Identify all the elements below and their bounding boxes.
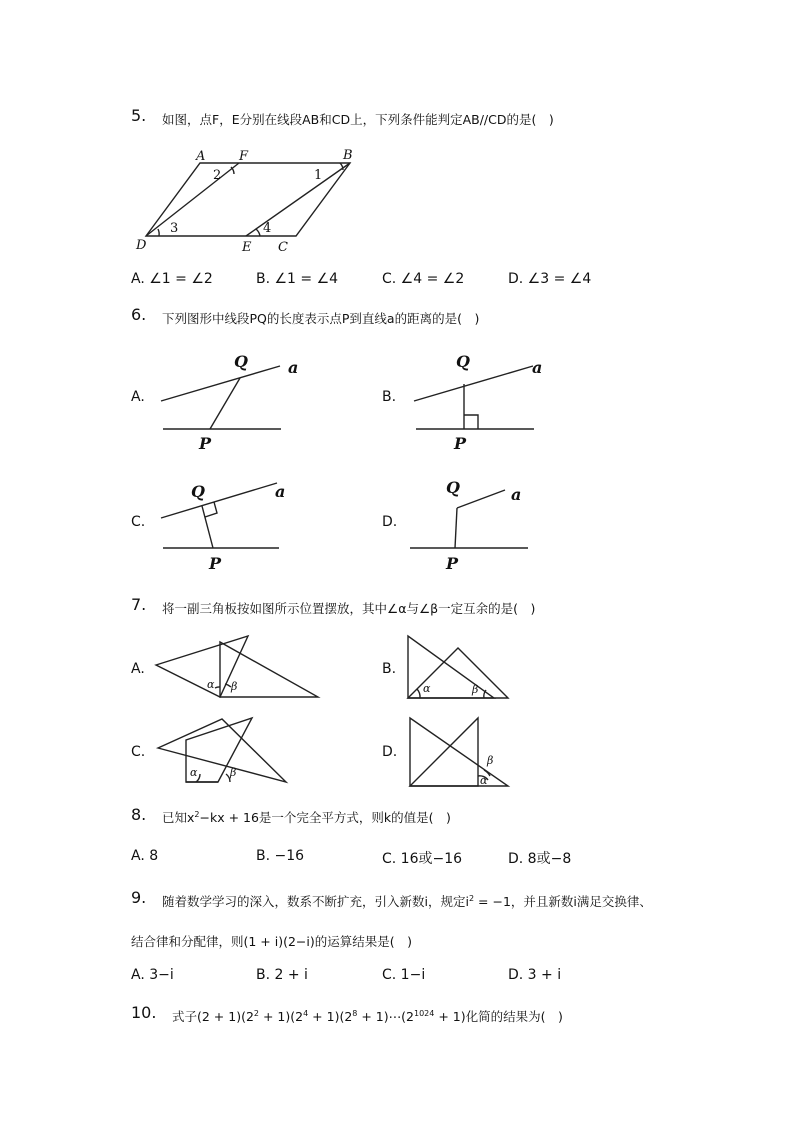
q6-option-b[interactable]: B. bbox=[382, 389, 397, 405]
q7d-alpha: α bbox=[480, 774, 488, 787]
q5-number: 5. bbox=[131, 106, 147, 125]
q6a-label-a: a bbox=[288, 358, 299, 377]
q6b-label-Q: Q bbox=[456, 352, 470, 371]
q6c-label-P: P bbox=[209, 554, 222, 573]
q6-figure-a bbox=[155, 343, 305, 455]
q6-figure-b bbox=[408, 343, 558, 455]
q10-number: 10. bbox=[131, 1003, 157, 1022]
q7-option-b[interactable]: B. bbox=[382, 661, 397, 677]
label-F: F bbox=[239, 149, 249, 164]
q7-option-d[interactable]: D. bbox=[382, 744, 398, 760]
q8-option-a[interactable]: A. 8 bbox=[131, 848, 159, 864]
label-B: B bbox=[343, 148, 353, 163]
q5-text: 如图，点F，E分别在线段AB和CD上，下列条件能判定AB//CD的是( ) bbox=[162, 112, 554, 127]
q9-option-a[interactable]: A. 3−i bbox=[131, 967, 174, 983]
q6-number: 6. bbox=[131, 305, 147, 324]
label-C: C bbox=[278, 240, 288, 255]
q7a-alpha: α bbox=[207, 678, 215, 691]
q6c-label-Q: Q bbox=[191, 482, 205, 501]
q7-number: 7. bbox=[131, 595, 147, 614]
q6-figure-d bbox=[405, 473, 555, 578]
q8-option-b[interactable]: B. −16 bbox=[256, 848, 305, 864]
q7-option-a[interactable]: A. bbox=[131, 661, 145, 677]
q9-option-d[interactable]: D. 3 + i bbox=[508, 967, 562, 983]
angle-4-label: 4 bbox=[263, 221, 272, 236]
angle-4-arc bbox=[256, 229, 260, 236]
q6a-label-Q: Q bbox=[234, 352, 248, 371]
q7-figure-b bbox=[404, 632, 514, 704]
q6d-label-a: a bbox=[511, 485, 522, 504]
label-E: E bbox=[242, 240, 252, 255]
q7-option-c[interactable]: C. bbox=[131, 744, 146, 760]
q5-option-b[interactable]: B. ∠1 = ∠4 bbox=[256, 271, 339, 287]
angle-2-label: 2 bbox=[213, 168, 222, 183]
q8-option-d[interactable]: D. 8或−8 bbox=[508, 851, 572, 867]
q6d-label-Q: Q bbox=[446, 478, 460, 497]
q9-text-line2: 结合律和分配律，则(1 + i)(2−i)的运算结果是( ) bbox=[131, 934, 413, 949]
q7c-beta: β bbox=[230, 766, 237, 779]
q7d-beta: β bbox=[487, 754, 494, 767]
q7-figure-d bbox=[404, 714, 514, 790]
q10-text: 式子$(2 + 1)(2^2 + 1)(2^4 + 1)(2^8$ + $1)\cdots(2^{1024} + 1)$化简的结果为( ) bbox=[172, 1008, 563, 1024]
segment-EB bbox=[246, 163, 350, 236]
label-A: A bbox=[196, 149, 206, 164]
q7-figure-c bbox=[152, 714, 292, 786]
q6-text: 下列图形中线段PQ的长度表示点P到直线a的距离的是( ) bbox=[162, 311, 480, 326]
label-D: D bbox=[136, 238, 147, 253]
q9-option-b[interactable]: B. 2 + i bbox=[256, 967, 308, 983]
q5-parallelogram-figure bbox=[128, 143, 368, 261]
q8-number: 8. bbox=[131, 805, 147, 824]
q9-text-line1: 随着数学学习的深入，数系不断扩充，引入新数i，规定$i^2 = -1$，并且新数i满足交换律、 bbox=[162, 893, 652, 909]
angle-1-label: 1 bbox=[314, 168, 323, 183]
q7b-beta: β bbox=[472, 683, 479, 696]
q6-option-d[interactable]: D. bbox=[382, 514, 398, 530]
q9-number: 9. bbox=[131, 888, 147, 907]
angle-3-label: 3 bbox=[170, 221, 179, 236]
q9-option-c[interactable]: C. 1−i bbox=[382, 967, 426, 983]
q6b-label-a: a bbox=[532, 358, 543, 377]
angle-3-arc bbox=[158, 229, 159, 236]
q6-option-c[interactable]: C. bbox=[131, 514, 146, 530]
q7a-beta: β bbox=[231, 680, 238, 693]
q5-option-c[interactable]: C. ∠4 = ∠2 bbox=[382, 271, 465, 287]
q8-text: 已知$x^2-kx + 16$是一个完全平方式，则k的值是( ) bbox=[162, 809, 451, 825]
q6-figure-c bbox=[155, 473, 305, 578]
q7c-alpha: α bbox=[190, 766, 198, 779]
q8-option-c[interactable]: C. 16或−16 bbox=[382, 851, 463, 867]
q5-option-d[interactable]: D. ∠3 = ∠4 bbox=[508, 271, 592, 287]
q6b-label-P: P bbox=[454, 434, 467, 453]
q5-option-a[interactable]: A. ∠1 = ∠2 bbox=[131, 271, 213, 287]
q7-text: 将一副三角板按如图所示位置摆放，其中∠α与∠β一定互余的是( ) bbox=[162, 601, 536, 616]
q6a-label-P: P bbox=[199, 434, 212, 453]
q7-figure-a bbox=[152, 632, 322, 704]
q6d-label-P: P bbox=[446, 554, 459, 573]
q7b-alpha: α bbox=[423, 682, 431, 695]
q6-option-a[interactable]: A. bbox=[131, 389, 145, 405]
q6c-label-a: a bbox=[275, 482, 286, 501]
